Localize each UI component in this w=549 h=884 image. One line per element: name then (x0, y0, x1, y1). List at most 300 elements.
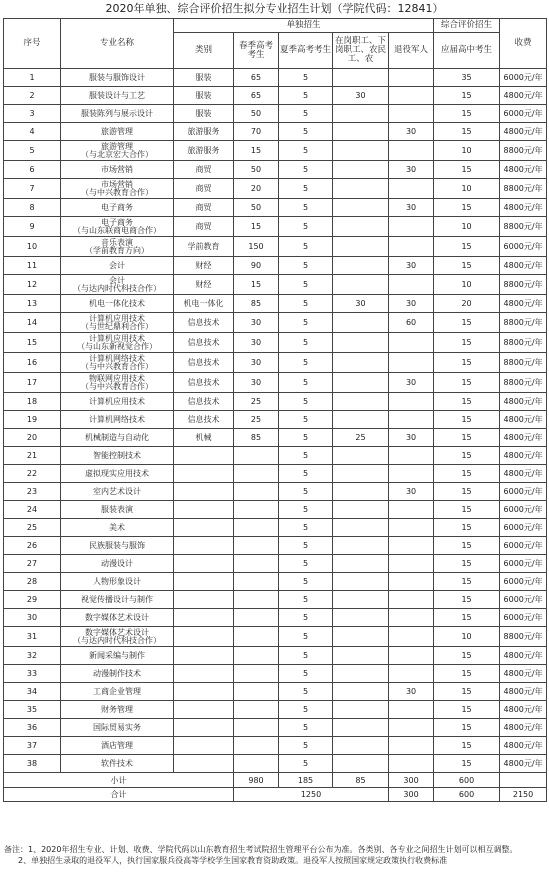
cell-summer: 5 (279, 755, 333, 773)
cell-seq: 5 (4, 141, 61, 161)
cell-fee: 4800元/年 (500, 257, 547, 275)
cell-fresh: 15 (434, 105, 500, 123)
cell-category: 商贸 (174, 179, 234, 199)
cell-seq: 33 (4, 665, 61, 683)
cell-veteran: 30 (389, 161, 434, 179)
cell-summer: 5 (279, 373, 333, 393)
cell-worker (333, 141, 389, 161)
table-row (4, 275, 547, 295)
cell-category: 学前教育 (174, 237, 234, 257)
cell-fee: 8800元/年 (500, 627, 547, 647)
table-row (4, 755, 547, 773)
cell-major: 会计 (61, 257, 174, 275)
cell-major: 酒店管理 (61, 737, 174, 755)
cell-veteran: 30 (389, 683, 434, 701)
cell-seq: 17 (4, 373, 61, 393)
cell-major: 服装陈列与展示设计 (61, 105, 174, 123)
cell-worker (333, 573, 389, 591)
cell-spring (234, 647, 279, 665)
cell-spring (234, 519, 279, 537)
cell-major: 动漫制作技术 (61, 665, 174, 683)
cell-worker (333, 123, 389, 141)
cell-seq: 29 (4, 591, 61, 609)
cell-fresh: 15 (434, 161, 500, 179)
cell-category: 服装 (174, 105, 234, 123)
subtotal-summer: 185 (279, 773, 333, 788)
cell-summer: 5 (279, 393, 333, 411)
cell-spring (234, 719, 279, 737)
table-row (4, 69, 547, 87)
cell-summer: 5 (279, 69, 333, 87)
cell-spring: 15 (234, 141, 279, 161)
cell-fee: 4800元/年 (500, 123, 547, 141)
cell-major: 计算机网络技术 （与中兴教育合作） (61, 353, 174, 373)
table-row (4, 87, 547, 105)
table-row (4, 573, 547, 591)
total-fee: 2150 (500, 788, 547, 802)
cell-spring (234, 737, 279, 755)
table-row (4, 199, 547, 217)
table-footer (4, 773, 547, 802)
cell-summer: 5 (279, 627, 333, 647)
cell-fee: 4800元/年 (500, 465, 547, 483)
cell-seq: 20 (4, 429, 61, 447)
cell-fee: 4800元/年 (500, 755, 547, 773)
cell-major: 财务管理 (61, 701, 174, 719)
cell-veteran (389, 519, 434, 537)
cell-fresh: 15 (434, 199, 500, 217)
cell-fresh: 20 (434, 295, 500, 313)
cell-fresh: 15 (434, 87, 500, 105)
cell-major: 物联网应用技术 （与中兴教育合作） (61, 373, 174, 393)
cell-spring: 20 (234, 179, 279, 199)
cell-spring: 50 (234, 199, 279, 217)
cell-category (174, 737, 234, 755)
table-row (4, 333, 547, 353)
cell-summer: 5 (279, 87, 333, 105)
cell-veteran (389, 555, 434, 573)
document-title: 2020年单独、综合评价招生拟分专业招生计划（学院代码：12841） (105, 2, 444, 15)
cell-category: 信息技术 (174, 393, 234, 411)
header-category: 类别 (174, 33, 234, 69)
cell-fresh: 15 (434, 555, 500, 573)
cell-fresh: 10 (434, 179, 500, 199)
cell-category: 服装 (174, 87, 234, 105)
cell-veteran: 30 (389, 257, 434, 275)
cell-fee: 6000元/年 (500, 555, 547, 573)
cell-worker: 30 (333, 295, 389, 313)
cell-major: 国际贸易实务 (61, 719, 174, 737)
cell-fresh: 35 (434, 69, 500, 87)
cell-major: 计算机应用技术 (61, 393, 174, 411)
cell-major: 计算机应用技术 （与山东新视觉合作） (61, 333, 174, 353)
cell-fee: 4800元/年 (500, 665, 547, 683)
cell-category: 财经 (174, 257, 234, 275)
cell-fresh: 15 (434, 701, 500, 719)
cell-summer: 5 (279, 161, 333, 179)
cell-category: 旅游服务 (174, 141, 234, 161)
cell-veteran (389, 217, 434, 237)
table-row (4, 483, 547, 501)
cell-fee: 4800元/年 (500, 647, 547, 665)
cell-category (174, 519, 234, 537)
table-row (4, 179, 547, 199)
cell-category: 商贸 (174, 199, 234, 217)
header-comp-group: 综合评价招生 (434, 19, 500, 33)
cell-spring: 15 (234, 217, 279, 237)
cell-fee: 4800元/年 (500, 701, 547, 719)
table-row (4, 627, 547, 647)
cell-fresh: 15 (434, 683, 500, 701)
cell-spring: 90 (234, 257, 279, 275)
total-fresh: 600 (434, 788, 500, 802)
cell-fresh: 15 (434, 123, 500, 141)
cell-fresh: 15 (434, 411, 500, 429)
cell-summer: 5 (279, 179, 333, 199)
cell-fee: 4800元/年 (500, 199, 547, 217)
cell-spring: 50 (234, 105, 279, 123)
table-row (4, 429, 547, 447)
cell-fee: 6000元/年 (500, 483, 547, 501)
cell-category (174, 665, 234, 683)
cell-category: 财经 (174, 275, 234, 295)
cell-category: 信息技术 (174, 373, 234, 393)
cell-fee: 6000元/年 (500, 501, 547, 519)
cell-fresh: 15 (434, 647, 500, 665)
cell-veteran (389, 141, 434, 161)
cell-spring (234, 447, 279, 465)
cell-seq: 30 (4, 609, 61, 627)
cell-worker (333, 755, 389, 773)
cell-summer: 5 (279, 141, 333, 161)
cell-category (174, 627, 234, 647)
cell-major: 机电一体化技术 (61, 295, 174, 313)
cell-seq: 13 (4, 295, 61, 313)
cell-category (174, 683, 234, 701)
cell-seq: 32 (4, 647, 61, 665)
cell-summer: 5 (279, 295, 333, 313)
cell-veteran (389, 737, 434, 755)
subtotal-spring: 980 (234, 773, 279, 788)
cell-category (174, 647, 234, 665)
total-label: 合计 (4, 788, 234, 802)
cell-seq: 28 (4, 573, 61, 591)
cell-spring (234, 537, 279, 555)
cell-seq: 21 (4, 447, 61, 465)
cell-seq: 36 (4, 719, 61, 737)
table-row (4, 609, 547, 627)
cell-major: 工商企业管理 (61, 683, 174, 701)
cell-veteran (389, 719, 434, 737)
table-row (4, 501, 547, 519)
cell-fee: 8800元/年 (500, 373, 547, 393)
subtotal-veteran: 300 (389, 773, 434, 788)
cell-worker (333, 683, 389, 701)
cell-worker (333, 179, 389, 199)
cell-fresh: 15 (434, 353, 500, 373)
cell-seq: 19 (4, 411, 61, 429)
cell-category (174, 447, 234, 465)
cell-major: 旅游管理 （与北京宏大合作） (61, 141, 174, 161)
cell-worker (333, 199, 389, 217)
cell-major: 电子商务 （与山东联商电商合作） (61, 217, 174, 237)
table-row (4, 737, 547, 755)
cell-veteran (389, 537, 434, 555)
cell-spring (234, 627, 279, 647)
cell-seq: 23 (4, 483, 61, 501)
table-row (4, 537, 547, 555)
cell-worker (333, 69, 389, 87)
cell-fresh: 10 (434, 217, 500, 237)
cell-summer: 5 (279, 217, 333, 237)
cell-seq: 9 (4, 217, 61, 237)
cell-summer: 5 (279, 429, 333, 447)
cell-worker (333, 411, 389, 429)
cell-category: 信息技术 (174, 411, 234, 429)
cell-summer: 5 (279, 353, 333, 373)
cell-major: 计算机应用技术 （与世纪鼎利合作） (61, 313, 174, 333)
table-row (4, 141, 547, 161)
cell-category: 商贸 (174, 217, 234, 237)
cell-fee: 6000元/年 (500, 105, 547, 123)
cell-seq: 27 (4, 555, 61, 573)
cell-veteran (389, 333, 434, 353)
total-single: 1250 (234, 788, 389, 802)
cell-veteran (389, 179, 434, 199)
cell-summer: 5 (279, 199, 333, 217)
cell-veteran: 30 (389, 199, 434, 217)
cell-fee: 6000元/年 (500, 519, 547, 537)
header-spring: 春季高考考生 (234, 33, 279, 69)
cell-fresh: 15 (434, 447, 500, 465)
cell-fee: 8800元/年 (500, 179, 547, 199)
table-row (4, 447, 547, 465)
cell-fee: 4800元/年 (500, 411, 547, 429)
cell-spring (234, 701, 279, 719)
cell-fresh: 15 (434, 483, 500, 501)
cell-summer: 5 (279, 465, 333, 483)
cell-summer: 5 (279, 447, 333, 465)
cell-spring (234, 483, 279, 501)
cell-fee: 8800元/年 (500, 313, 547, 333)
cell-seq: 34 (4, 683, 61, 701)
cell-major: 室内艺术设计 (61, 483, 174, 501)
cell-summer: 5 (279, 555, 333, 573)
cell-veteran (389, 275, 434, 295)
cell-seq: 26 (4, 537, 61, 555)
cell-category (174, 573, 234, 591)
cell-fresh: 10 (434, 141, 500, 161)
cell-major: 会计 （与达内时代科技合作） (61, 275, 174, 295)
table-row (4, 237, 547, 257)
cell-fresh: 10 (434, 275, 500, 295)
cell-spring (234, 501, 279, 519)
cell-spring (234, 665, 279, 683)
header-fee: 收费 (500, 19, 547, 69)
cell-fresh: 15 (434, 519, 500, 537)
cell-fresh: 15 (434, 393, 500, 411)
cell-worker (333, 665, 389, 683)
table-row (4, 161, 547, 179)
cell-major: 市场营销 （与中兴教育合作） (61, 179, 174, 199)
cell-fee: 4800元/年 (500, 87, 547, 105)
cell-category (174, 483, 234, 501)
cell-veteran (389, 411, 434, 429)
cell-fee: 4800元/年 (500, 429, 547, 447)
cell-worker (333, 719, 389, 737)
cell-veteran: 60 (389, 313, 434, 333)
cell-worker (333, 647, 389, 665)
cell-fee: 6000元/年 (500, 591, 547, 609)
cell-veteran (389, 755, 434, 773)
cell-veteran (389, 105, 434, 123)
table-row (4, 393, 547, 411)
cell-seq: 14 (4, 313, 61, 333)
cell-veteran (389, 609, 434, 627)
cell-worker (333, 333, 389, 353)
cell-fresh: 15 (434, 429, 500, 447)
cell-worker (333, 257, 389, 275)
cell-major: 新闻采编与制作 (61, 647, 174, 665)
cell-major: 人物形象设计 (61, 573, 174, 591)
cell-seq: 31 (4, 627, 61, 647)
cell-category: 信息技术 (174, 333, 234, 353)
cell-fee: 6000元/年 (500, 537, 547, 555)
table-row (4, 257, 547, 275)
cell-seq: 25 (4, 519, 61, 537)
cell-worker (333, 393, 389, 411)
cell-worker: 30 (333, 87, 389, 105)
cell-major: 市场营销 (61, 161, 174, 179)
cell-spring: 25 (234, 411, 279, 429)
cell-spring: 50 (234, 161, 279, 179)
cell-summer: 5 (279, 123, 333, 141)
cell-seq: 8 (4, 199, 61, 217)
cell-summer: 5 (279, 483, 333, 501)
cell-fresh: 15 (434, 333, 500, 353)
table-row (4, 555, 547, 573)
cell-fee: 4800元/年 (500, 393, 547, 411)
cell-summer: 5 (279, 257, 333, 275)
cell-spring (234, 755, 279, 773)
cell-summer: 5 (279, 573, 333, 591)
cell-veteran (389, 501, 434, 519)
cell-summer: 5 (279, 683, 333, 701)
cell-seq: 6 (4, 161, 61, 179)
header-single-group: 单独招生 (174, 19, 434, 33)
cell-major: 服装与服饰设计 (61, 69, 174, 87)
cell-spring: 70 (234, 123, 279, 141)
table-row (4, 591, 547, 609)
cell-category: 信息技术 (174, 313, 234, 333)
cell-worker (333, 483, 389, 501)
subtotal-row (4, 773, 547, 788)
cell-category (174, 501, 234, 519)
cell-fee: 4800元/年 (500, 737, 547, 755)
cell-summer: 5 (279, 411, 333, 429)
cell-fresh: 15 (434, 737, 500, 755)
cell-worker (333, 591, 389, 609)
cell-worker (333, 701, 389, 719)
cell-major: 计算机网络技术 (61, 411, 174, 429)
subtotal-worker: 85 (333, 773, 389, 788)
enrollment-plan-table (3, 18, 547, 802)
cell-summer: 5 (279, 665, 333, 683)
cell-spring (234, 591, 279, 609)
table-body (4, 69, 547, 773)
cell-category (174, 609, 234, 627)
cell-worker (333, 737, 389, 755)
cell-fee: 8800元/年 (500, 353, 547, 373)
cell-worker (333, 519, 389, 537)
cell-seq: 35 (4, 701, 61, 719)
cell-fresh: 15 (434, 257, 500, 275)
note-1: 备注：1、2020年招生专业、计划、收费、学院代码以山东教育招生考试院招生管理平台公布为准。各类别、各专业之间招生计划可以相互调整。 (4, 845, 518, 854)
cell-worker (333, 313, 389, 333)
cell-major: 机械制造与自动化 (61, 429, 174, 447)
cell-category (174, 755, 234, 773)
cell-major: 智能控制技术 (61, 447, 174, 465)
cell-fee: 6000元/年 (500, 609, 547, 627)
cell-major: 旅游管理 (61, 123, 174, 141)
cell-veteran (389, 647, 434, 665)
cell-worker (333, 237, 389, 257)
cell-major: 虚拟现实应用技术 (61, 465, 174, 483)
cell-spring: 25 (234, 393, 279, 411)
cell-fresh: 10 (434, 627, 500, 647)
table-row (4, 295, 547, 313)
cell-worker: 25 (333, 429, 389, 447)
cell-major: 服装设计与工艺 (61, 87, 174, 105)
cell-fee: 6000元/年 (500, 573, 547, 591)
header-summer: 夏季高考考生 (279, 33, 333, 69)
table-row (4, 313, 547, 333)
cell-major: 数字媒体艺术设计 (61, 609, 174, 627)
cell-major: 民族服装与服饰 (61, 537, 174, 555)
cell-veteran (389, 627, 434, 647)
cell-fee: 4800元/年 (500, 683, 547, 701)
cell-spring (234, 573, 279, 591)
cell-worker (333, 465, 389, 483)
table-header (4, 19, 547, 69)
notes-section (4, 844, 546, 866)
table-row (4, 411, 547, 429)
cell-veteran: 30 (389, 373, 434, 393)
cell-fresh: 15 (434, 537, 500, 555)
table-row (4, 647, 547, 665)
cell-fresh: 15 (434, 237, 500, 257)
cell-veteran: 30 (389, 295, 434, 313)
subtotal-label: 小计 (4, 773, 234, 788)
cell-summer: 5 (279, 275, 333, 295)
cell-worker (333, 217, 389, 237)
cell-major: 软件技术 (61, 755, 174, 773)
table-row (4, 217, 547, 237)
cell-major: 动漫设计 (61, 555, 174, 573)
cell-veteran: 30 (389, 429, 434, 447)
cell-worker (333, 161, 389, 179)
cell-veteran: 30 (389, 483, 434, 501)
table-row (4, 105, 547, 123)
cell-fresh: 15 (434, 755, 500, 773)
cell-category: 机械 (174, 429, 234, 447)
cell-seq: 38 (4, 755, 61, 773)
cell-fee: 4800元/年 (500, 719, 547, 737)
cell-worker (333, 537, 389, 555)
cell-spring (234, 465, 279, 483)
cell-spring: 30 (234, 373, 279, 393)
cell-worker (333, 609, 389, 627)
